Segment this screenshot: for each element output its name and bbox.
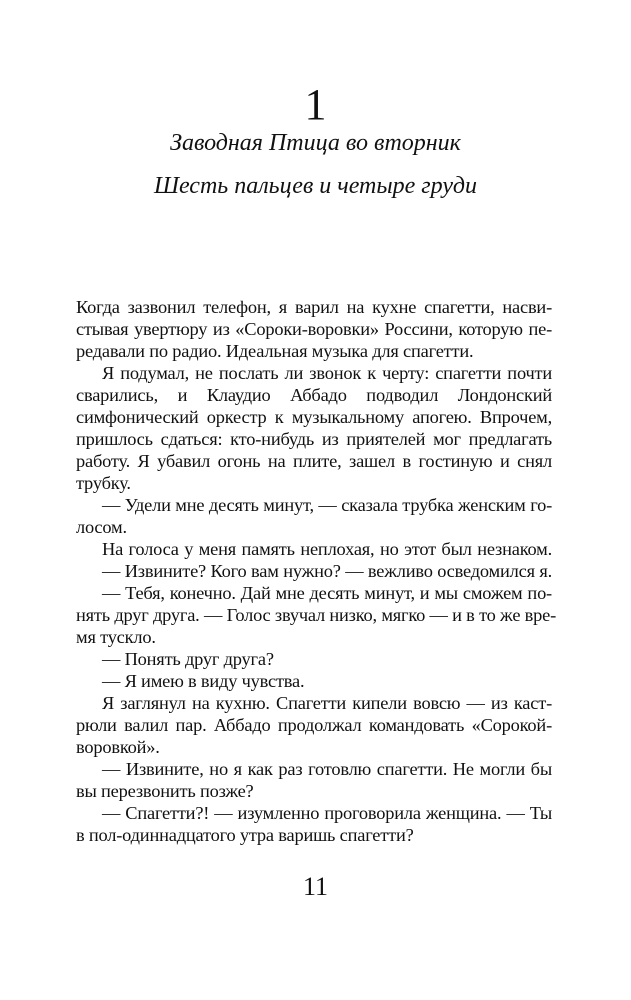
chapter-subtitle-line-2: Шесть пальцев и четыре груди [153, 173, 478, 199]
text-line: воровкой». [76, 737, 160, 757]
text-line: — Понять друг друга? [102, 649, 274, 669]
text-line: Я подумал, не послать ли звонок к черту: спагетти почти [102, 363, 552, 383]
chapter-number: 1 [304, 80, 327, 129]
text-line: — Удели мне десять минут, — сказала трубка женским го- [102, 495, 552, 515]
text-line: стывая увертюру из «Сороки-воровки» Россини, которую пе- [76, 319, 552, 339]
text-line: сварились, и Клаудио Аббадо подводил Лондонский [76, 385, 552, 405]
chapter-subtitle-line-1: Заводная Птица во вторник [170, 130, 461, 156]
text-line: — Извините, но я как раз готовлю спагетти. Не могли бы [102, 759, 552, 779]
text-line: в пол-одиннадцатого утра варишь спагетти? [76, 825, 414, 845]
text-line: симфонический оркестр к музыкальному апогею. Впрочем, [76, 407, 552, 427]
text-line: — Тебя, конечно. Дай мне десять минут, и мы сможем по- [102, 583, 552, 603]
text-line: вы перезвонить позже? [76, 781, 254, 801]
text-line: редавали по радио. Идеальная музыка для спагетти. [76, 341, 474, 361]
text-line: — Извините? Кого вам нужно? — вежливо осведомился я. [102, 561, 552, 581]
page-number: 11 [302, 872, 329, 901]
text-line: На голоса у меня память неплохая, но этот был незнаком. [102, 539, 552, 559]
text-line: нять друг друга. — Голос звучал низко, мягко — и в то же вре- [76, 605, 557, 625]
text-line: мя тускло. [76, 627, 156, 647]
text-line: работу. Я убавил огонь на плите, зашел в гостиную и снял [76, 451, 552, 471]
text-line: — Я имею в виду чувства. [102, 671, 305, 691]
body-text [76, 296, 557, 846]
text-line: пришлось сдаться: кто-нибудь из приятелей мог предлагать [76, 429, 552, 449]
text-line: рюли валил пар. Аббадо продолжал командовать «Сорокой- [76, 715, 552, 735]
text-line: лосом. [76, 517, 127, 537]
text-line: — Спагетти?! — изумленно проговорила женщина. — Ты [102, 803, 552, 823]
text-line: Я заглянул на кухню. Спагетти кипели вовсю — из каст- [102, 693, 552, 713]
text-line: трубку. [76, 473, 131, 493]
text-line: Когда зазвонил телефон, я варил на кухне спагетти, насви- [76, 297, 552, 317]
